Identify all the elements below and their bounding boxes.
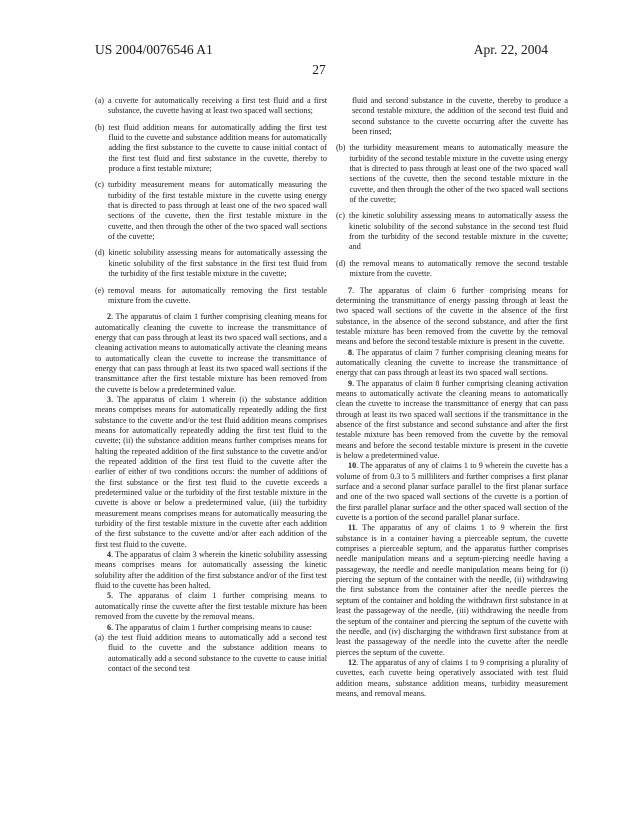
claim-text: . The apparatus of claim 8 further comprising cleaning activation means to automatically activate the cleaning means to automatically clean the cuvette to increase the transmittance of energy that can pass through at least its two spaced wall sections if the transmittance in the absence of the first substance and second substance and after the first testable mixture has been removed from the cuvette by the removal means and before the second testable mixture is present in the cuvette is below a predetermined value.: [336, 378, 568, 460]
claim-number: 4: [107, 550, 112, 560]
claim-subitem: [95, 123, 327, 175]
claim-paragraph: [336, 286, 568, 348]
claim-text: . The apparatus of any of claims 1 to 9 comprising a plurality of cuvettes, each cuvette being operatively associated with test fluid addition means, substance addition means, turbidity measurement means, and removal means.: [336, 657, 568, 698]
claim-subitem-continued: [336, 96, 568, 137]
claim-subitem: [95, 96, 327, 117]
subitem-text: a cuvette for automatically receiving a first test fluid and a first substance, the cuvette having at least two spaced wall sections;: [108, 96, 327, 116]
claim-number: 2: [107, 312, 112, 322]
claim-text: . The apparatus of claim 7 further comprising cleaning means for automatically cleaning the cuvette to increase the transmittance of energy that can pass through at least its two spaced wall sections.: [336, 347, 568, 378]
claim-paragraph: [336, 523, 568, 657]
claim-number: 7: [348, 285, 353, 295]
claim-paragraph: [95, 395, 327, 550]
subitem-text: removal means for automatically removing the first testable mixture from the cuvette.: [108, 285, 327, 305]
claim-subitem: [336, 259, 568, 280]
subitem-label: (b): [95, 122, 105, 132]
claim-number: 6: [107, 622, 112, 632]
claim-subitem: [95, 633, 327, 674]
claim-paragraph: [95, 550, 327, 591]
claim-number: 10: [348, 461, 357, 471]
claim-paragraph: [336, 379, 568, 462]
claim-text: . The apparatus of any of claims 1 to 9 wherein the cuvette has a volume of from 0.3 to 5 milliliters and further comprises a first planar surface and a second planar surface parallel to the first planar surface and one of the two spaced wall sections of the cuvette is a portion of the first parallel planar surface and the other spaced wall section of the cuvette is a portion of the second parallel planar surface.: [336, 461, 568, 523]
claim-number: 8: [348, 347, 353, 357]
subitem-text: test fluid addition means for automatically adding the first test fluid to the cuvette and substance addition means for automatically adding the first substance to the cuvette to cause initial contact of the first test fluid and first substance in the cuvette, thereby to produce a first testable mixture;: [108, 122, 327, 174]
claim-number: 11: [348, 523, 356, 533]
claim-text: . The apparatus of claim 6 further comprising means for determining the transmittance of energy passing through at least the two spaced wall sections of the cuvette in the absence of the first substance, in the absence of the second substance, and after the first testable mixture has been removed from the cuvette by the removal means and before the second testable mixture is present in the cuvette.: [336, 285, 568, 347]
subitem-label: (d): [95, 248, 105, 258]
subitem-label: (b): [336, 143, 346, 153]
claim-text: . The apparatus of claim 3 wherein the kinetic solubility assessing means comprises means for automatically assessing the kinetic solubility after the addition of the first substance and/or of the first test fluid to the cuvette has been halted.: [95, 550, 327, 591]
claim-paragraph: [95, 312, 327, 395]
claim-paragraph: [336, 658, 568, 699]
claim-subitem: [95, 180, 327, 242]
claim-subitem: [95, 248, 327, 279]
claim-number: 12: [348, 657, 357, 667]
claim-subitem: [336, 211, 568, 252]
claim-text: . The apparatus of claim 1 further comprising means to automatically rinse the cuvette after the first testable mixture has been removed from the cuvette by the removal means.: [95, 591, 327, 622]
subitem-text: the test fluid addition means to automatically add a second test fluid to the cuvette and the substance addition means to automatically add a second substance to the cuvette to cause initial contact of the second test: [108, 632, 327, 673]
claim-subitem: [336, 143, 568, 205]
subitem-text: the kinetic solubility assessing means to automatically assess the kinetic solubility of the second substance in the second test fluid from the turbidity of the second testable mixture in the cuvette; and: [349, 211, 568, 252]
publication-date: Apr. 22, 2004: [473, 42, 548, 57]
claim-paragraph: [95, 623, 327, 633]
claim-number: 3: [107, 394, 112, 404]
subitem-text: kinetic solubility assessing means for automatically assessing the kinetic solubility of the first substance in the first test fluid from the turbidity of the first testable mixture in the cuvette;: [108, 248, 327, 279]
left-column: [95, 96, 327, 680]
claim-text: . The apparatus of claim 1 further comprising cleaning means for automatically cleaning the cuvette to increase the transmittance of energy that can pass through at least its two spaced wall sections, and a cleaning activation means to automatically activate the cleaning means to automatically clean the cuvette to increase the transmittance of energy that can pass through at least its two spaced wall sections if the transmittance after the first testable mixture has been removed from the cuvette is below a predetermined value.: [95, 312, 327, 394]
subitem-label: (e): [95, 285, 105, 295]
claim-subitem: [95, 286, 327, 307]
subitem-text: fluid and second substance in the cuvette, thereby to produce a second testable mixture, the addition of the second test fluid and second substance to the cuvette occurring after the cuvette has been rinsed;: [352, 96, 568, 137]
publication-number: US 2004/0076546 A1: [95, 42, 213, 57]
claim-paragraph: [95, 591, 327, 622]
subitem-text: the turbidity measurement means to automatically measure the turbidity of the second testable mixture in the cuvette using energy that is directed to pass through at least one of the two spaced wall sections of the cuvette, then the second testable mixture in the cuvette, and then through the other of the two spaced wall sections of the cuvette;: [349, 143, 568, 205]
subitem-text: the removal means to automatically remove the second testable mixture from the cuvette.: [349, 258, 568, 279]
claim-text: . The apparatus of claim 1 further comprising means to cause:: [111, 622, 312, 632]
subitem-label: (d): [336, 258, 346, 268]
claim-paragraph: [336, 461, 568, 523]
subitem-label: (c): [95, 180, 105, 190]
claim-text: . The apparatus of any of claims 1 to 9 wherein the first substance is in a container having a pierceable septum, the cuvette comprises a pierceable septum, and the apparatus further comprises needle manipulation means and a septum-piercing needle having a passageway, the needle and needle manipulation means being for (i) piercing the septum of the container with the needle, (ii) withdrawing the first substance from the container after the needle pierces the septum of the container and holding the withdrawn first substance in at least the passageway of the needle, (iii) withdrawing the needle from the septum of the container and piercing the septum of the cuvette with the needle, and (iv) discharging the withdrawn first substance from at least the passageway of the needle into the cuvette after the needle pierces the septum of the cuvette.: [336, 523, 568, 657]
page-number: 27: [312, 62, 326, 77]
subitem-label: (a): [95, 96, 105, 105]
right-column: [336, 96, 568, 699]
claim-paragraph: [336, 348, 568, 379]
subitem-text: turbidity measurement means for automatically measuring the turbidity of the first testable mixture in the cuvette using energy that is directed to pass through at least one of the two spaced wall sections of the cuvette, then the first testable mixture in the cuvette, and then through the other of the two spaced wall sections of the cuvette;: [108, 180, 327, 242]
claim-text: . The apparatus of claim 1 wherein (i) the substance addition means comprises means for automatically repeatedly adding the first substance to the cuvette and/or the test fluid addition means comprises means for automatically repeatedly adding the first test fluid to the cuvette; (ii) the substance addition means further comprises means for halting the repeated addition of the first substance to the cuvette and/or the repeated addition of the first test fluid to the cuvette after the earlier of either of two conditions occurs: the number of additions of the first substance or the first test fluid to the cuvette exceeds a predetermined value or the turbidity of the first testable mixture in the cuvette is above or below a predetermined value, (iii) the turbidity measurement means comprises means for automatically measuring the turbidity of the first testable mixture in the cuvette after each addition of the first substance to the cuvette and/or after each addition of the first test fluid to the cuvette.: [95, 394, 327, 549]
claim-number: 5: [107, 591, 112, 601]
subitem-label: (a): [95, 632, 105, 642]
subitem-label: (c): [336, 211, 346, 221]
claim-number: 9: [348, 378, 353, 388]
